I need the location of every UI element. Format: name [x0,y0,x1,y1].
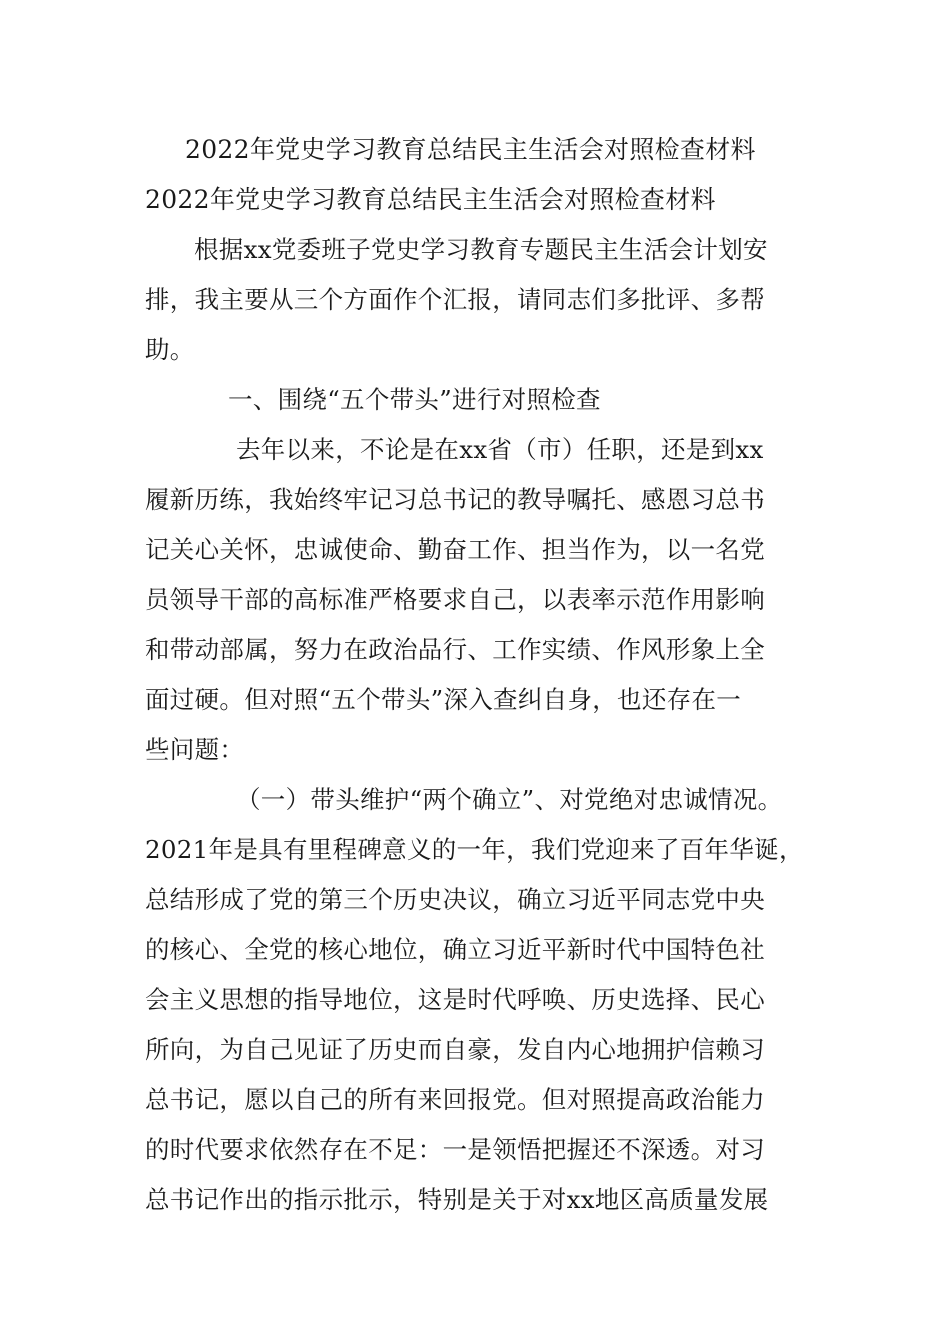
paragraph-line: 些问题： [145,735,245,764]
paragraph-line: 的时代要求依然存在不足：一是领悟把握还不深透。对习 [145,1135,765,1164]
paragraph-line: 2021年是具有里程碑意义的一年，我们党迎来了百年华诞， [145,835,804,864]
paragraph-line: 记关心关怀，忠诚使命、勤奋工作、担当作为，以一名党 [145,535,765,564]
paragraph-line: 和带动部属，努力在政治品行、工作实绩、作风形象上全 [145,635,765,664]
paragraph-line: 会主义思想的指导地位，这是时代呼唤、历史选择、民心 [145,985,765,1014]
section-heading: 一、围绕“五个带头”进行对照检查 [228,385,601,414]
paragraph-line: 总书记作出的指示批示，特别是关于对xx地区高质量发展 [145,1185,769,1214]
paragraph-line: 所向，为自己见证了历史而自豪，发自内心地拥护信赖习 [145,1035,765,1064]
paragraph-line: 去年以来，不论是在xx省（市）任职，还是到xx [236,435,764,464]
subsection-heading: （一）带头维护“两个确立”、对党绝对忠诚情况。 [236,785,783,814]
intro-line: 助。 [145,335,195,364]
paragraph-line: 总结形成了党的第三个历史决议，确立习近平同志党中央 [145,885,765,914]
paragraph-line: 履新历练，我始终牢记习总书记的教导嘱托、感恩习总书 [145,485,765,514]
intro-line: 排，我主要从三个方面作个汇报，请同志们多批评、多帮 [145,285,765,314]
document-title: 2022年党史学习教育总结民主生活会对照检查材料 [185,135,756,164]
intro-line: 根据xx党委班子党史学习教育专题民主生活会计划安 [194,235,768,264]
document-title-repeat: 2022年党史学习教育总结民主生活会对照检查材料 [145,185,716,214]
paragraph-line: 面过硬。但对照“五个带头”深入查纠自身，也还存在一 [145,685,742,714]
paragraph-line: 员领导干部的高标准严格要求自己，以表率示范作用影响 [145,585,765,614]
paragraph-line: 的核心、全党的核心地位，确立习近平新时代中国特色社 [145,935,765,964]
paragraph-line: 总书记，愿以自己的所有来回报党。但对照提高政治能力 [145,1085,765,1114]
